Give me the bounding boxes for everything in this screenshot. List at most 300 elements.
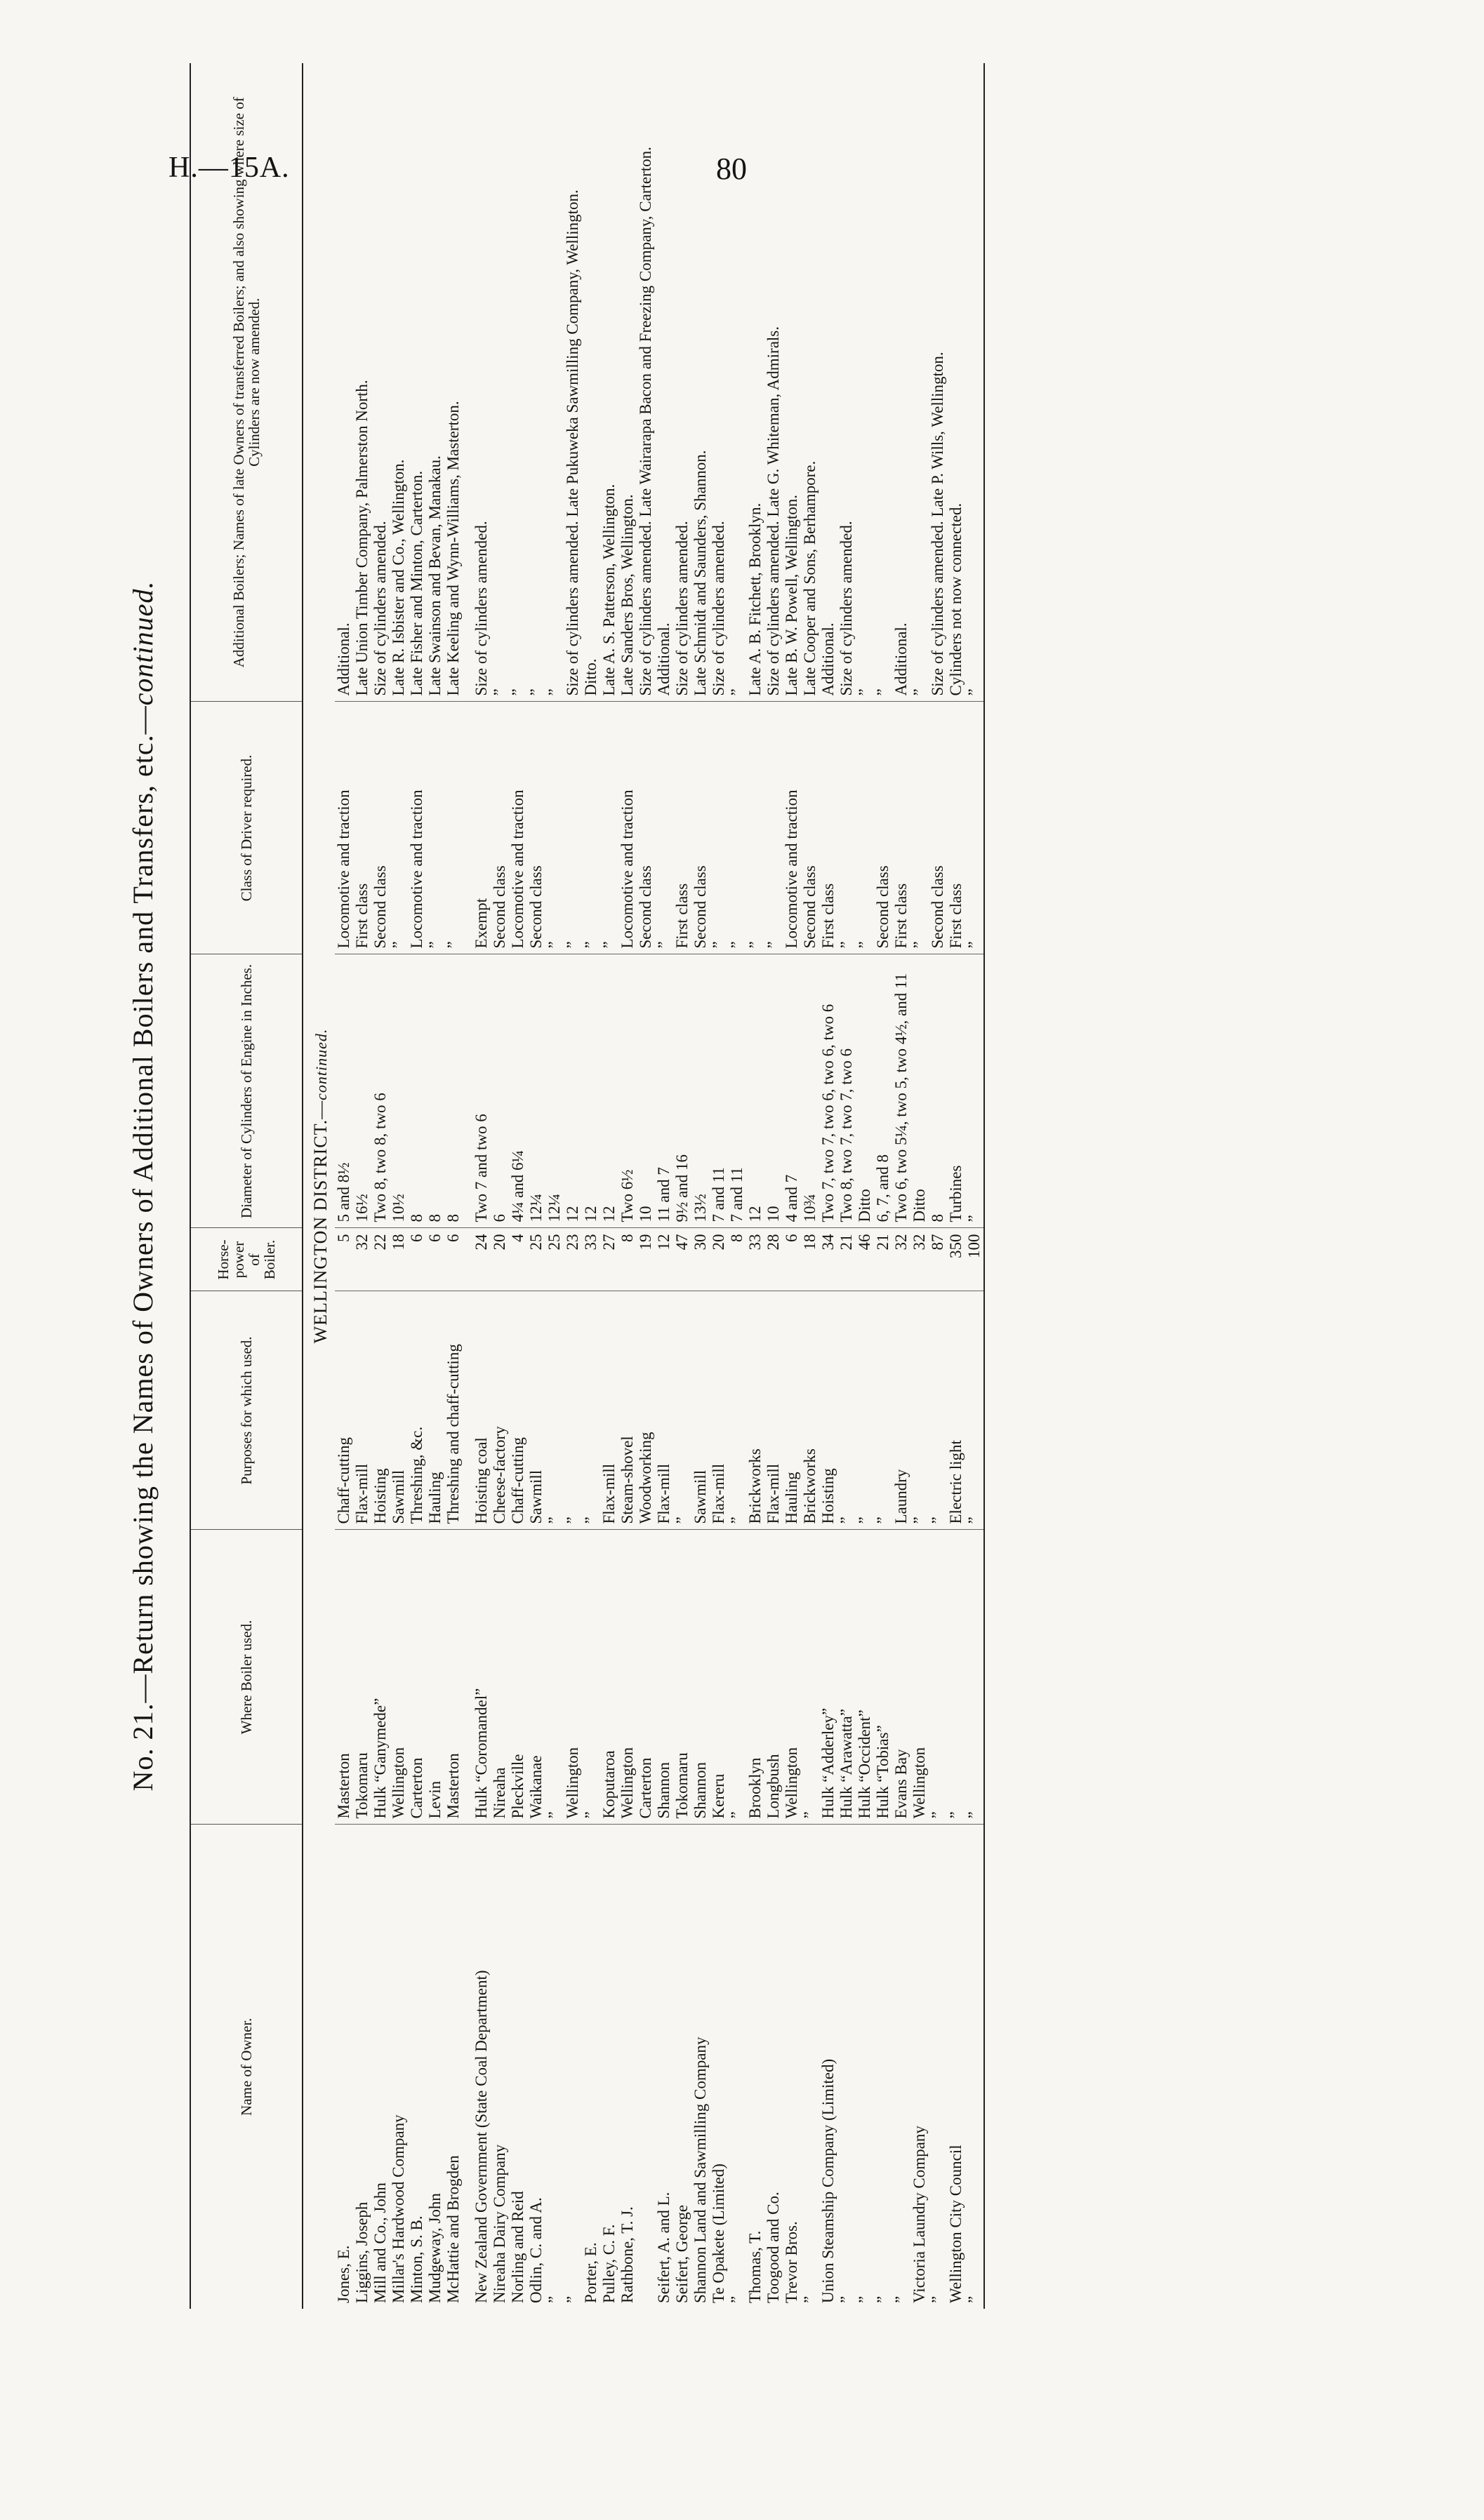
table-row [426, 63, 444, 2309]
table-row [408, 63, 426, 2309]
owner-cell: Porter, E. [582, 2242, 599, 2303]
table-row [655, 63, 673, 2309]
horse-power-cell: 32 [910, 1228, 929, 1291]
owner-cell: ” [801, 2295, 819, 2303]
horse-power-cell: 8 [728, 1228, 746, 1291]
driver-class-cell: Locomotive and traction [618, 702, 637, 954]
purpose-cell: Flax-mill [353, 1291, 371, 1530]
owner-cell: Rathbone, T. J. [618, 2206, 636, 2303]
table-row [856, 63, 874, 2309]
purpose-cell: Threshing and chaff-cutting [444, 1291, 463, 1530]
where-used-cell: Wellington [783, 1530, 801, 1825]
remarks-cell: Late B. W. Powell, Wellington. [783, 63, 801, 702]
owner-cell: Jones, E. [335, 2245, 352, 2303]
remarks-cell: ” [965, 63, 984, 702]
where-used-cell: Hulk “Adderley” [819, 1530, 837, 1825]
table-row [545, 63, 564, 2309]
purpose-cell: ” [728, 1291, 746, 1530]
header-remarks: Additional Boilers; Names of late Owners of transferred Boilers; and also showing where size of Cylinders are now amended. [190, 63, 303, 702]
owner-cell: Norling and Reid [509, 2191, 526, 2303]
driver-class-cell: Exempt [472, 702, 491, 954]
purpose-cell: ” [837, 1291, 856, 1530]
purpose-cell: Flax-mill [710, 1291, 728, 1530]
purpose-cell: Hoisting coal [472, 1291, 491, 1530]
table-row [746, 63, 764, 2309]
remarks-cell: Late Keeling and Wynn-Williams, Masterton. [444, 63, 463, 702]
where-used-cell: Hulk “Coromandel” [472, 1530, 491, 1825]
horse-power-cell: 27 [600, 1228, 618, 1291]
where-used-cell: Hulk “Occident” [856, 1530, 874, 1825]
purpose-cell: Flax-mill [600, 1291, 618, 1530]
cylinders-cell: Two 7, two 7, two 6, two 6, two 6 [819, 954, 837, 1228]
table-row [947, 63, 965, 2309]
owner-cell: Mudgeway, John [426, 2193, 444, 2303]
horse-power-cell: 6 [444, 1228, 463, 1291]
purpose-cell: Brickworks [746, 1291, 764, 1530]
horse-power-cell: 46 [856, 1228, 874, 1291]
cylinders-cell: 8 [444, 954, 463, 1228]
remarks-cell: Size of cylinders amended. [673, 63, 691, 702]
remarks-cell: Late Sanders Bros, Wellington. [618, 63, 637, 702]
owner-cell: Victoria Laundry Company [910, 2126, 928, 2303]
driver-class-cell: ” [444, 702, 463, 954]
remarks-cell: Late R. Isbister and Co., Wellington. [390, 63, 408, 702]
purpose-cell: Hoisting [819, 1291, 837, 1530]
driver-class-cell: ” [965, 702, 984, 954]
where-used-cell [463, 1530, 472, 1825]
cylinders-cell: 12¼ [545, 954, 564, 1228]
table-row [618, 63, 637, 2309]
driver-class-cell: ” [390, 702, 408, 954]
table-row [491, 63, 509, 2309]
where-used-cell: Hulk “Tobias” [874, 1530, 892, 1825]
horse-power-cell: 6 [783, 1228, 801, 1291]
purpose-cell: Brickworks [801, 1291, 819, 1530]
purpose-cell: Flax-mill [655, 1291, 673, 1530]
cylinders-cell: 11 and 7 [655, 954, 673, 1228]
cylinders-cell: Two 8, two 8, two 6 [371, 954, 390, 1228]
driver-class-cell: First class [947, 702, 965, 954]
cylinders-cell: 4 and 7 [783, 954, 801, 1228]
table-row [335, 63, 353, 2309]
horse-power-cell: 6 [408, 1228, 426, 1291]
page-reference: H.—15A. [168, 152, 290, 184]
remarks-cell: Additional. [819, 63, 837, 702]
purpose-cell: Laundry [892, 1291, 910, 1530]
table-row [472, 63, 491, 2309]
owner-cell: Liggins, Joseph [353, 2201, 371, 2303]
owner-cell: Seifert, A. and L. [655, 2192, 673, 2303]
purpose-cell: Flax-mill [764, 1291, 783, 1530]
where-used-cell: Hulk “Ganymede” [371, 1530, 390, 1825]
title-continued: continued. [127, 580, 159, 706]
remarks-cell: Late Cooper and Sons, Berhampore. [801, 63, 819, 702]
purpose-cell: ” [564, 1291, 582, 1530]
horse-power-cell: 8 [618, 1228, 637, 1291]
where-used-cell: Waikanae [527, 1530, 545, 1825]
where-used-cell: Evans Bay [892, 1530, 910, 1825]
horse-power-cell: 87 [929, 1228, 947, 1291]
owner-cell: Trevor Bros. [783, 2221, 800, 2303]
cylinders-cell: 12 [564, 954, 582, 1228]
driver-class-cell: ” [856, 702, 874, 954]
remarks-cell: Additional. [655, 63, 673, 702]
where-used-cell: Carterton [637, 1530, 655, 1825]
horse-power-cell: 34 [819, 1228, 837, 1291]
remarks-cell: Late A. S. Patterson, Wellington. [600, 63, 618, 702]
horse-power-cell: 24 [472, 1228, 491, 1291]
remarks-cell [463, 63, 472, 702]
driver-class-cell: ” [746, 702, 764, 954]
owner-cell [463, 1825, 472, 2309]
horse-power-cell: 100 [965, 1228, 984, 1291]
where-used-cell: Carterton [408, 1530, 426, 1825]
driver-class-cell: First class [892, 702, 910, 954]
cylinders-cell: 8 [426, 954, 444, 1228]
cylinders-cell: 6 [491, 954, 509, 1228]
horse-power-cell: 33 [582, 1228, 600, 1291]
table-row [582, 63, 600, 2309]
header-horse-power: Horse-power of Boiler. [190, 1228, 303, 1291]
purpose-cell: Threshing, &c. [408, 1291, 426, 1530]
owner-cell: ” [564, 2295, 581, 2303]
cylinders-cell: 16½ [353, 954, 371, 1228]
driver-class-cell: Locomotive and traction [783, 702, 801, 954]
cylinders-cell [463, 954, 472, 1228]
horse-power-cell: 22 [371, 1228, 390, 1291]
cylinders-cell: 5 and 8½ [335, 954, 353, 1228]
driver-class-cell: Second class [527, 702, 545, 954]
table-row [371, 63, 390, 2309]
header-where-used: Where Boiler used. [190, 1530, 303, 1825]
purpose-cell: Sawmill [390, 1291, 408, 1530]
table-row [691, 63, 710, 2309]
purpose-cell: Hauling [426, 1291, 444, 1530]
cylinders-cell: Two 7 and two 6 [472, 954, 491, 1228]
table-body [303, 63, 984, 2309]
cylinders-cell: 12 [600, 954, 618, 1228]
table-row [764, 63, 783, 2309]
horse-power-cell: 25 [527, 1228, 545, 1291]
where-used-cell: ” [545, 1530, 564, 1825]
owner-cell: Wellington City Council [947, 2145, 965, 2303]
horse-power-cell: 28 [764, 1228, 783, 1291]
table-row [819, 63, 837, 2309]
where-used-cell: ” [947, 1530, 965, 1825]
purpose-cell: Woodworking [637, 1291, 655, 1530]
where-used-cell: Koputaroa [600, 1530, 618, 1825]
table-row [353, 63, 371, 2309]
owner-cell: Minton, S. B. [408, 2215, 425, 2303]
where-used-cell: ” [929, 1530, 947, 1825]
remarks-cell: ” [728, 63, 746, 702]
table-row [637, 63, 655, 2309]
driver-class-cell: Locomotive and traction [509, 702, 527, 954]
where-used-cell: Masterton [335, 1530, 353, 1825]
driver-class-cell: Locomotive and traction [335, 702, 353, 954]
owner-cell: Millar's Hardwood Company [390, 2114, 407, 2303]
owner-cell: McHattie and Brogden [444, 2155, 462, 2303]
cylinders-cell: 10¾ [801, 954, 819, 1228]
title-main: No. 21.—Return showing the Names of Owners of Additional Boilers and Transfers, etc.— [127, 705, 159, 1792]
driver-class-cell: ” [426, 702, 444, 954]
purpose-cell: ” [673, 1291, 691, 1530]
purpose-cell: Sawmill [691, 1291, 710, 1530]
remarks-cell: Late Union Timber Company, Palmerston North. [353, 63, 371, 702]
driver-class-cell: Second class [874, 702, 892, 954]
cylinders-cell: Ditto [856, 954, 874, 1228]
horse-power-cell: 20 [710, 1228, 728, 1291]
driver-class-cell: First class [353, 702, 371, 954]
driver-class-cell: ” [655, 702, 673, 954]
remarks-cell: Late Fisher and Minton, Carterton. [408, 63, 426, 702]
cylinders-cell: 10½ [390, 954, 408, 1228]
owner-cell: ” [929, 2295, 946, 2303]
driver-class-cell: First class [673, 702, 691, 954]
owner-cell: ” [837, 2295, 855, 2303]
remarks-cell: ” [910, 63, 929, 702]
horse-power-cell: 30 [691, 1228, 710, 1291]
cylinders-cell: 6, 7, and 8 [874, 954, 892, 1228]
owner-cell: Union Steamship Company (Limited) [819, 2058, 837, 2303]
remarks-cell: Size of cylinders amended. [371, 63, 390, 702]
cylinders-cell: 8 [408, 954, 426, 1228]
driver-class-cell: ” [728, 702, 746, 954]
purpose-cell: ” [965, 1291, 984, 1530]
owner-cell: Odlin, C. and A. [527, 2197, 545, 2303]
horse-power-cell: 20 [491, 1228, 509, 1291]
horse-power-cell: 18 [801, 1228, 819, 1291]
where-used-cell: Shannon [691, 1530, 710, 1825]
table-row [965, 63, 984, 2309]
where-used-cell: Levin [426, 1530, 444, 1825]
owner-cell: Thomas, T. [746, 2230, 764, 2303]
cylinders-cell: 12¼ [527, 954, 545, 1228]
driver-class-cell: ” [837, 702, 856, 954]
driver-class-cell: Second class [929, 702, 947, 954]
remarks-cell: Late A. B. Fitchett, Brooklyn. [746, 63, 764, 702]
horse-power-cell: 33 [746, 1228, 764, 1291]
horse-power-cell: 5 [335, 1228, 353, 1291]
purpose-cell: ” [874, 1291, 892, 1530]
where-used-cell: Wellington [618, 1530, 637, 1825]
cylinders-cell: Turbines [947, 954, 965, 1228]
remarks-cell: Size of cylinders amended. Late P. Wills, Wellington. [929, 63, 947, 702]
where-used-cell: ” [728, 1530, 746, 1825]
table-row [600, 63, 618, 2309]
horse-power-cell: 18 [390, 1228, 408, 1291]
where-used-cell: Kereru [710, 1530, 728, 1825]
cylinders-cell: 7 and 11 [728, 954, 746, 1228]
driver-class-cell [463, 702, 472, 954]
horse-power-cell: 32 [892, 1228, 910, 1291]
driver-class-cell: Second class [691, 702, 710, 954]
purpose-cell: ” [545, 1291, 564, 1530]
horse-power-cell: 12 [655, 1228, 673, 1291]
purpose-cell: Chaff-cutting [335, 1291, 353, 1530]
remarks-cell: Cylinders not now connected. [947, 63, 965, 702]
table-row [564, 63, 582, 2309]
district-heading [303, 63, 335, 2309]
where-used-cell: Hulk “Arawatta” [837, 1530, 856, 1825]
remarks-cell: ” [545, 63, 564, 702]
where-used-cell: Brooklyn [746, 1530, 764, 1825]
document-title [126, 63, 168, 2309]
driver-class-cell: ” [764, 702, 783, 954]
table-row [710, 63, 728, 2309]
remarks-cell: Size of cylinders amended. Late Pukuweka Sawmilling Company, Wellington. [564, 63, 582, 702]
driver-class-cell: Second class [371, 702, 390, 954]
cylinders-cell: 4¼ and 6¼ [509, 954, 527, 1228]
district-heading-row [303, 63, 335, 2309]
remarks-cell: Size of cylinders amended. Late G. Whiteman, Admirals. [764, 63, 783, 702]
table-row [390, 63, 408, 2309]
driver-class-cell: ” [564, 702, 582, 954]
driver-class-cell: First class [819, 702, 837, 954]
driver-class-cell: Second class [637, 702, 655, 954]
where-used-cell: Tokomaru [353, 1530, 371, 1825]
table-row [910, 63, 929, 2309]
header-driver-class: Class of Driver required. [190, 702, 303, 954]
cylinders-cell: 13½ [691, 954, 710, 1228]
remarks-cell: Additional. [335, 63, 353, 702]
owner-cell: ” [892, 2295, 910, 2303]
driver-class-cell: ” [545, 702, 564, 954]
remarks-cell: Size of cylinders amended. [472, 63, 491, 702]
remarks-cell: Additional. [892, 63, 910, 702]
header-owner: Name of Owner. [190, 1825, 303, 2309]
where-used-cell: Masterton [444, 1530, 463, 1825]
purpose-cell: Electric light [947, 1291, 965, 1530]
remarks-cell: Late Swainson and Bevan, Manakau. [426, 63, 444, 702]
purpose-cell [463, 1291, 472, 1530]
where-used-cell: ” [801, 1530, 819, 1825]
table-row [509, 63, 527, 2309]
where-used-cell: Shannon [655, 1530, 673, 1825]
table-row [892, 63, 910, 2309]
remarks-cell: ” [491, 63, 509, 702]
table-row [801, 63, 819, 2309]
purpose-cell: ” [910, 1291, 929, 1530]
where-used-cell: Wellington [910, 1530, 929, 1825]
purpose-cell: Hoisting [371, 1291, 390, 1530]
horse-power-cell: 23 [564, 1228, 582, 1291]
driver-class-cell: Second class [491, 702, 509, 954]
district-continued: continued. [312, 1028, 330, 1100]
remarks-cell: ” [856, 63, 874, 702]
driver-class-cell: Locomotive and traction [408, 702, 426, 954]
horse-power-cell [463, 1228, 472, 1291]
where-used-cell: Pleckville [509, 1530, 527, 1825]
horse-power-cell: 6 [426, 1228, 444, 1291]
owner-cell: ” [545, 2295, 563, 2303]
owner-cell [637, 1825, 655, 2309]
where-used-cell: Tokomaru [673, 1530, 691, 1825]
table-row [673, 63, 691, 2309]
where-used-cell: Wellington [564, 1530, 582, 1825]
district-name: WELLINGTON DISTRICT.— [310, 1100, 331, 1344]
owner-cell: New Zealand Government (State Coal Department) [472, 1970, 490, 2303]
remarks-cell: Ditto. [582, 63, 600, 702]
purpose-cell: Cheese-factory [491, 1291, 509, 1530]
purpose-cell: ” [582, 1291, 600, 1530]
owner-cell: ” [856, 2295, 873, 2303]
horse-power-cell: 25 [545, 1228, 564, 1291]
cylinders-cell: ” [965, 954, 984, 1228]
driver-class-cell: ” [582, 702, 600, 954]
purpose-cell: Hauling [783, 1291, 801, 1530]
horse-power-cell: 4 [509, 1228, 527, 1291]
cylinders-cell: 10 [637, 954, 655, 1228]
table-row [444, 63, 463, 2309]
remarks-cell: Size of cylinders amended. [837, 63, 856, 702]
remarks-cell: Size of cylinders amended. [710, 63, 728, 702]
horse-power-cell: 350 [947, 1228, 965, 1291]
owner-cell: Te Opakete (Limited) [710, 2164, 727, 2303]
header-row [190, 63, 303, 2309]
purpose-cell: ” [929, 1291, 947, 1530]
owner-cell: Shannon Land and Sawmilling Company [691, 2036, 709, 2303]
horse-power-cell: 21 [837, 1228, 856, 1291]
cylinders-cell: 9½ and 16 [673, 954, 691, 1228]
remarks-cell: ” [874, 63, 892, 702]
cylinders-cell: Two 6, two 5¼, two 5, two 4½, and 11 [892, 954, 910, 1228]
cylinders-cell: 8 [929, 954, 947, 1228]
table-row [837, 63, 856, 2309]
horse-power-cell: 21 [874, 1228, 892, 1291]
purpose-cell: Sawmill [527, 1291, 545, 1530]
where-used-cell: Nireaha [491, 1530, 509, 1825]
purpose-cell: Steam-shovel [618, 1291, 637, 1530]
purpose-cell: Chaff-cutting [509, 1291, 527, 1530]
cylinders-cell: 7 and 11 [710, 954, 728, 1228]
where-used-cell: ” [965, 1530, 984, 1825]
table-row [929, 63, 947, 2309]
horse-power-cell: 47 [673, 1228, 691, 1291]
remarks-cell: Size of cylinders amended. Late Wairarapa Bacon and Freezing Company, Carterton. [637, 63, 655, 702]
driver-class-cell: Second class [801, 702, 819, 954]
cylinders-cell: Two 8, two 7, two 7, two 6 [837, 954, 856, 1228]
table-row [728, 63, 746, 2309]
owner-cell: Nireaha Dairy Company [491, 2144, 508, 2303]
rotated-content [126, 63, 1411, 2309]
remarks-cell: Late Schmidt and Saunders, Shannon. [691, 63, 710, 702]
owner-cell: ” [728, 2295, 746, 2303]
table-row [783, 63, 801, 2309]
cylinders-cell: 10 [764, 954, 783, 1228]
owner-cell: Toogood and Co. [764, 2192, 782, 2303]
owner-cell: Seifert, George [673, 2204, 691, 2303]
where-used-cell: Longbush [764, 1530, 783, 1825]
cylinders-cell: 12 [582, 954, 600, 1228]
horse-power-cell: 32 [353, 1228, 371, 1291]
owner-cell: ” [965, 1825, 984, 2309]
page-number: 80 [716, 152, 747, 186]
header-purpose: Purposes for which used. [190, 1291, 303, 1530]
spacer-row [463, 63, 472, 2309]
cylinders-cell: 12 [746, 954, 764, 1228]
remarks-cell: ” [509, 63, 527, 702]
driver-class-cell: ” [600, 702, 618, 954]
cylinders-cell: Two 6½ [618, 954, 637, 1228]
header-cylinders: Diameter of Cylinders of Engine in Inches. [190, 954, 303, 1228]
horse-power-cell: 19 [637, 1228, 655, 1291]
where-used-cell: ” [582, 1530, 600, 1825]
owner-cell: Pulley, C. F. [600, 2224, 618, 2303]
cylinders-cell: Ditto [910, 954, 929, 1228]
remarks-cell: ” [527, 63, 545, 702]
driver-class-cell: ” [910, 702, 929, 954]
